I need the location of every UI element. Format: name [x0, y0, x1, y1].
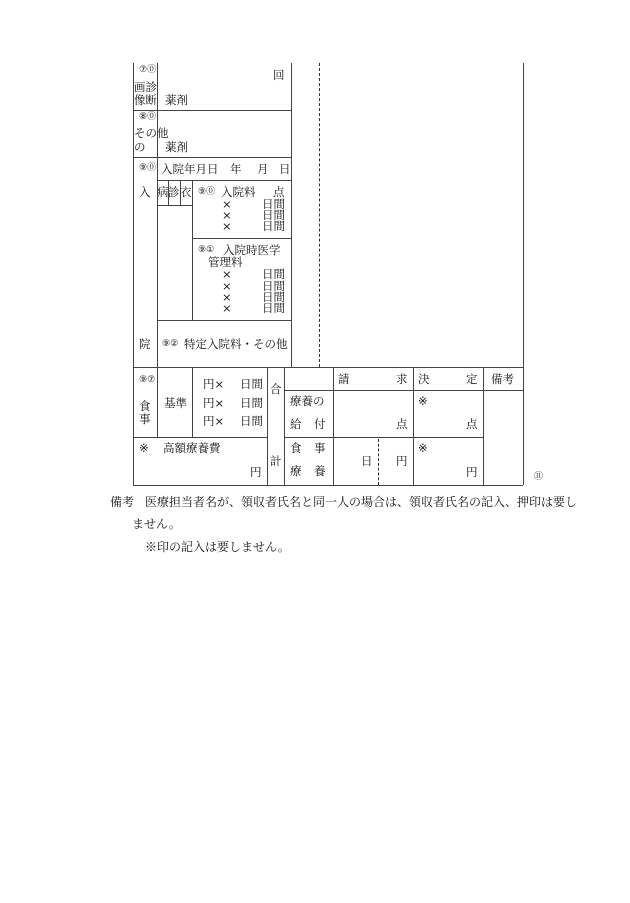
yen-unit: 円 — [250, 465, 262, 479]
point-unit: 点 — [396, 417, 408, 431]
side-label: 入 — [139, 185, 151, 199]
mark: ※ — [418, 441, 428, 455]
times-sign: × — [222, 208, 232, 222]
section-number: ⑨② — [162, 339, 179, 349]
days-unit: 日間 — [262, 301, 285, 315]
border-bottom — [133, 485, 523, 486]
mark: ※ — [418, 394, 428, 408]
days-unit: 日間 — [240, 377, 263, 391]
notes-text: ません。 — [132, 517, 181, 531]
section-label: 画診 — [134, 80, 157, 94]
col-line — [291, 63, 292, 367]
times-unit: 回 — [273, 68, 285, 82]
section-number: ⑪ — [534, 472, 544, 482]
row-line — [133, 110, 291, 111]
claim-header: 求 — [396, 372, 408, 386]
mark: ※ — [139, 441, 149, 455]
yen-times: 円× — [203, 414, 225, 428]
section-number: ⑨⓪ — [198, 187, 216, 197]
dotted-line — [319, 63, 320, 367]
border-right — [523, 63, 524, 485]
drug-label: 薬剤 — [165, 93, 188, 107]
claim-header: 請 — [338, 372, 350, 386]
days-unit: 日間 — [262, 197, 285, 211]
meal-label: 療 — [290, 464, 302, 478]
month-label: 月 — [257, 162, 269, 176]
meal-label: 養 — [314, 464, 326, 478]
section-number: ⑨⑦ — [139, 375, 156, 385]
point-unit: 点 — [273, 185, 285, 199]
days-unit: 日間 — [262, 219, 285, 233]
days-unit: 日間 — [262, 279, 285, 293]
notes-title: 備考 — [110, 495, 135, 509]
standard-label: 基準 — [164, 396, 187, 410]
col-line — [192, 367, 193, 437]
meal-label: 食 — [139, 399, 151, 413]
times-sign: × — [222, 219, 232, 233]
header-cell: 衣 — [180, 185, 192, 199]
benefit-label: 付 — [314, 417, 326, 431]
header-cell: 病 — [157, 185, 169, 199]
row-line — [133, 157, 291, 158]
mgmt-label: 入院時医学 — [223, 243, 281, 257]
section-label: 像断 — [134, 93, 157, 107]
row-line — [157, 180, 291, 181]
yen-unit: 円 — [396, 454, 408, 468]
notes-text: ※印の記入は要しません。 — [145, 540, 290, 554]
total-label: 計 — [270, 454, 282, 468]
row-line — [284, 390, 523, 391]
decision-header: 定 — [466, 372, 478, 386]
row-line — [157, 205, 192, 206]
times-sign: × — [222, 279, 232, 293]
total-label: 合 — [270, 382, 282, 396]
dotted-line — [378, 439, 379, 485]
fee-label: 入院料 — [221, 185, 256, 199]
benefit-label: 療養の — [290, 394, 325, 408]
meal-label: 事 — [139, 412, 151, 426]
days-unit: 日間 — [262, 290, 285, 304]
row-line — [192, 238, 291, 239]
days-unit: 日間 — [240, 414, 263, 428]
days-unit: 日間 — [262, 267, 285, 281]
days-unit: 日間 — [262, 208, 285, 222]
section-label: その他 — [134, 126, 169, 140]
day-unit: 日 — [361, 454, 373, 468]
decision-header: 決 — [418, 372, 430, 386]
side-label: 院 — [139, 337, 151, 351]
section-number: ⑨① — [198, 245, 215, 255]
meal-label: 食 — [290, 441, 302, 455]
yen-times: 円× — [203, 377, 225, 391]
row-line — [157, 320, 291, 321]
times-sign: × — [222, 197, 232, 211]
remarks-header: 備考 — [491, 372, 514, 386]
year-label: 年 — [230, 162, 242, 176]
meal-label: 事 — [314, 441, 326, 455]
times-sign: × — [222, 290, 232, 304]
day-label: 日 — [279, 162, 291, 176]
row-line — [133, 437, 267, 438]
notes-text: 医療担当者名が、領収者氏名と同一人の場合は、領収者氏名の記入、押印は要し — [145, 495, 578, 509]
days-unit: 日間 — [240, 396, 263, 410]
col-line — [483, 367, 484, 485]
special-fee-label: 特定入院料・その他 — [184, 337, 288, 351]
col-line — [284, 367, 285, 485]
header-cell: 診 — [168, 185, 180, 199]
row-line — [284, 437, 483, 438]
mgmt-label: 管理料 — [208, 255, 243, 269]
benefit-label: 給 — [290, 417, 302, 431]
times-sign: × — [222, 301, 232, 315]
section-number: ⑨⓪ — [139, 163, 157, 173]
times-sign: × — [222, 267, 232, 281]
col-line — [413, 367, 414, 485]
section-number: ⑧⓪ — [139, 112, 157, 122]
col-line — [267, 367, 268, 485]
drug-label: 薬剤 — [165, 140, 188, 154]
col-line — [192, 180, 193, 320]
admission-date-label: 入院年月日 — [161, 162, 219, 176]
col-line — [157, 63, 158, 437]
section-number: ⑦⓪ — [139, 65, 157, 75]
yen-unit: 円 — [466, 465, 478, 479]
col-line — [333, 367, 334, 485]
yen-times: 円× — [203, 396, 225, 410]
section-label: の — [134, 140, 146, 154]
high-cost-label: 高額療養費 — [163, 441, 221, 455]
point-unit: 点 — [466, 417, 478, 431]
